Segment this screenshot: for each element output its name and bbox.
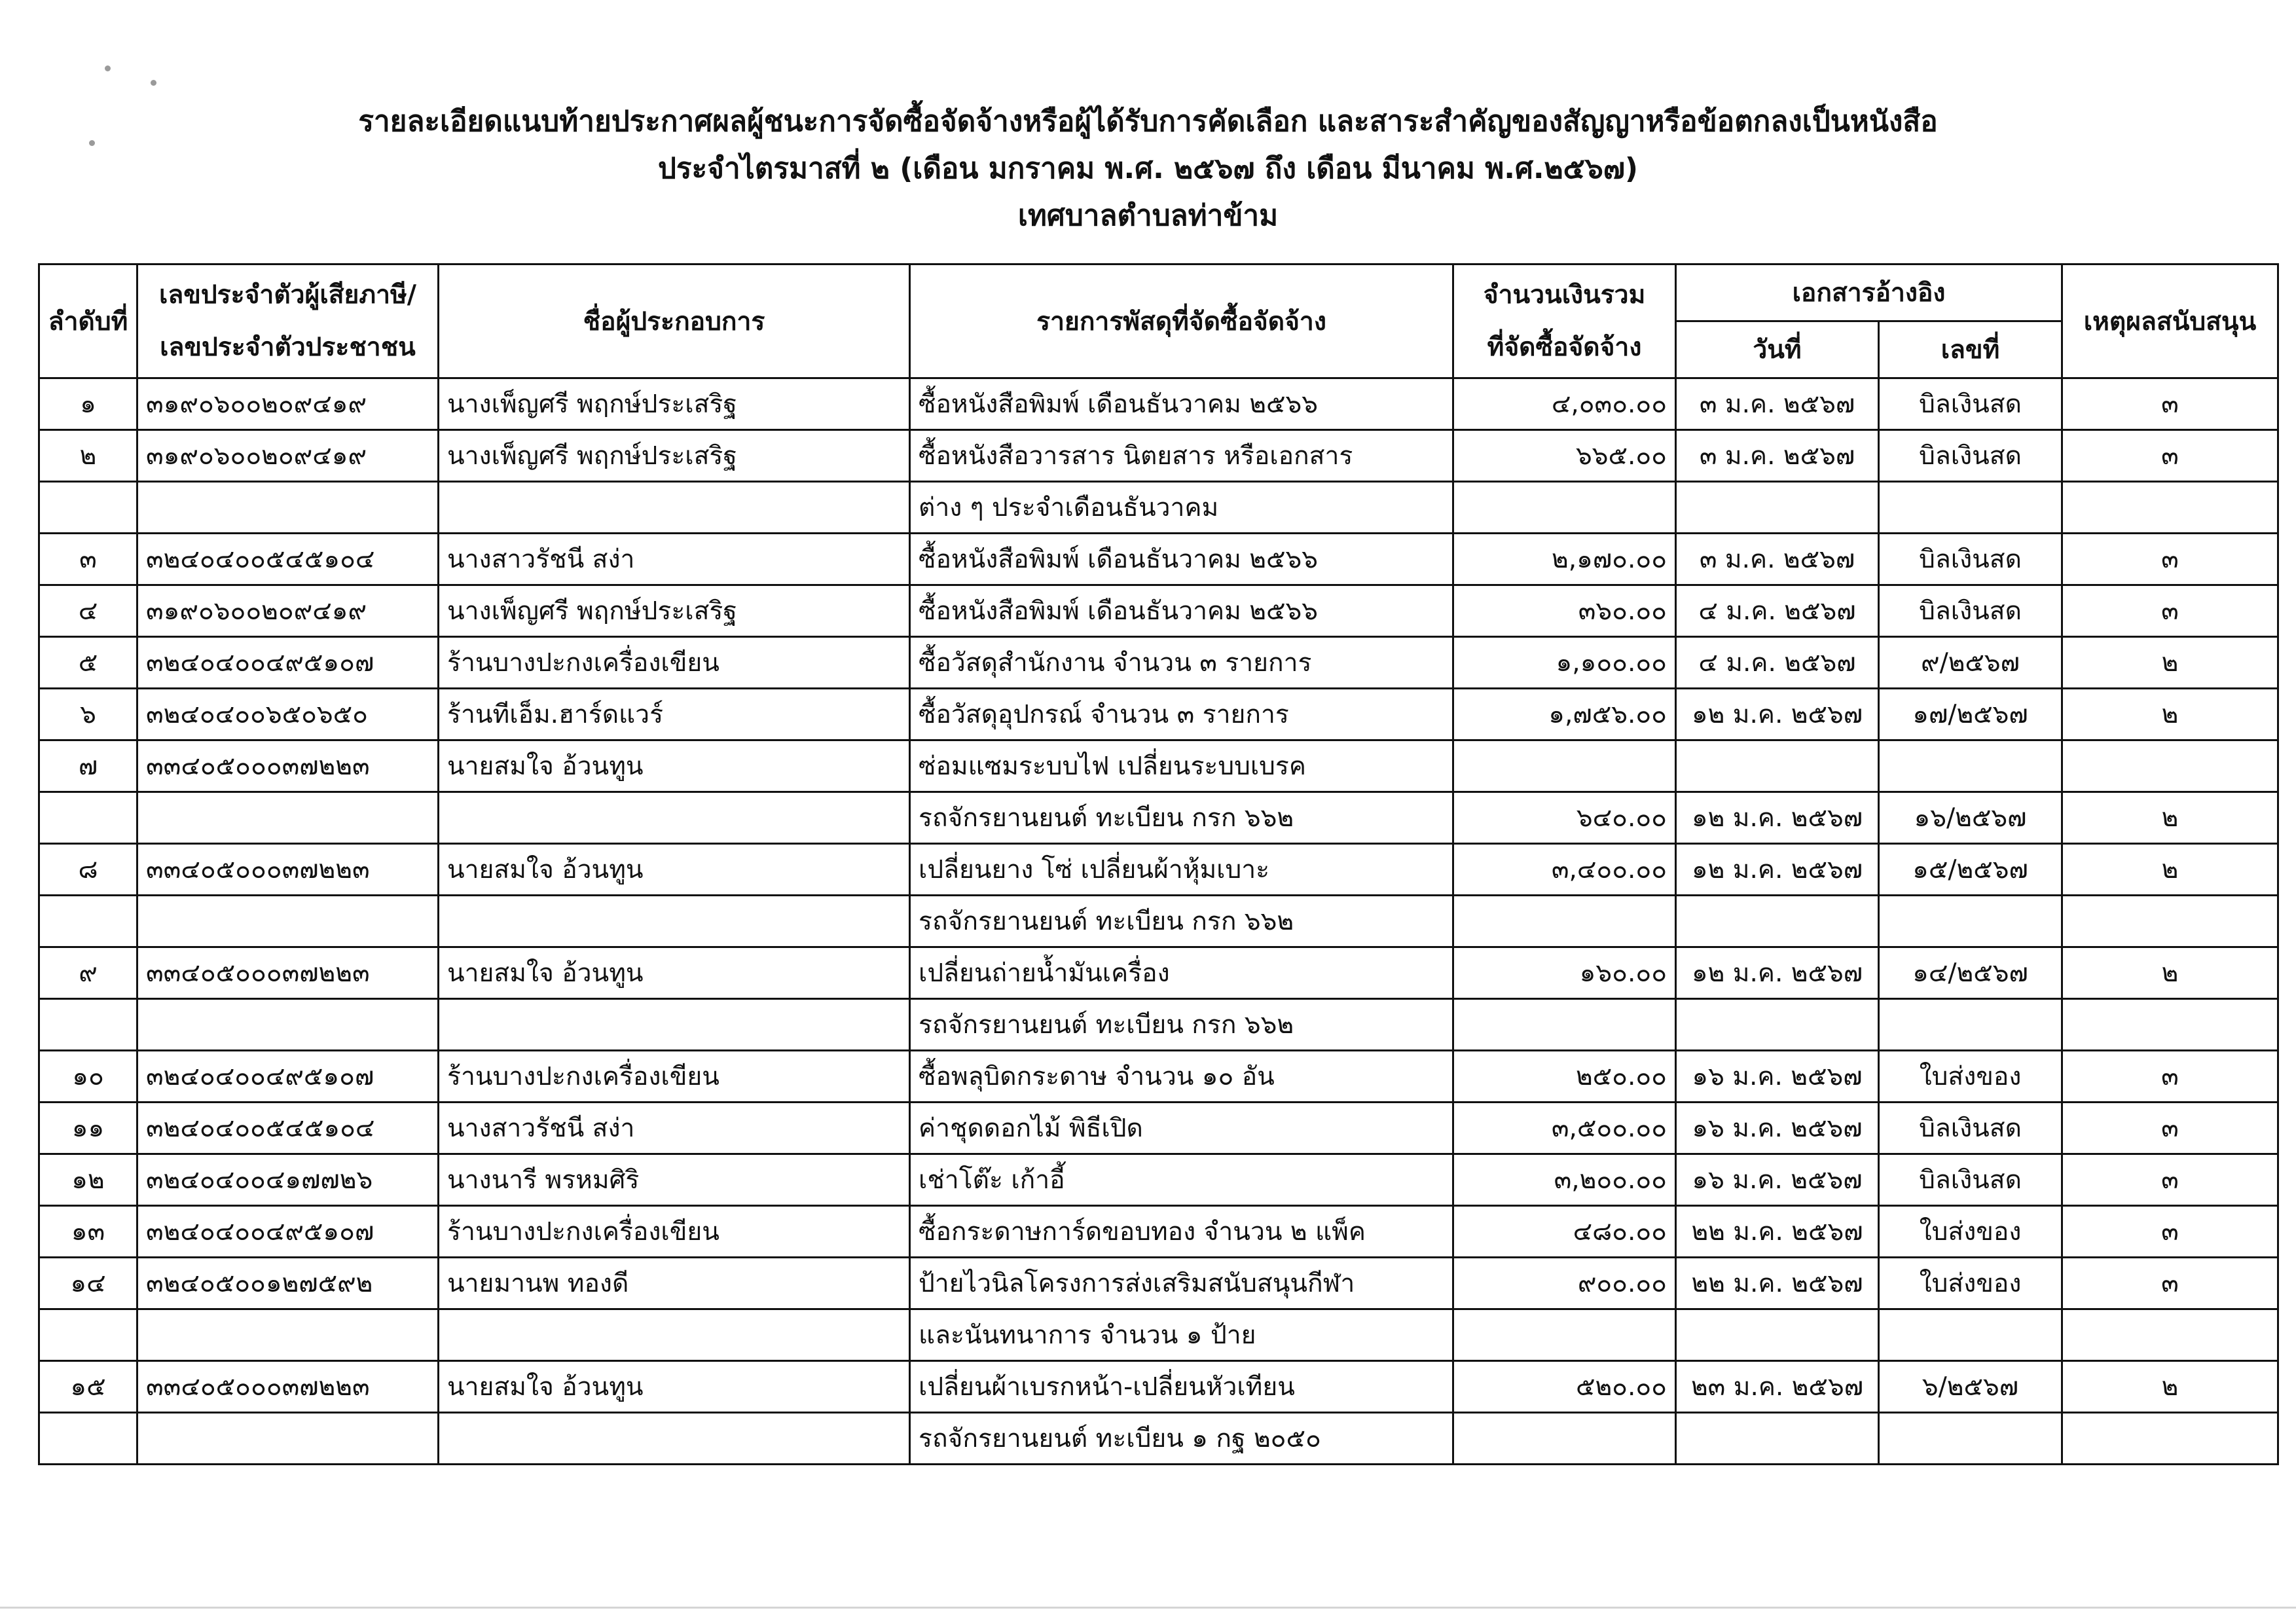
cell-vendor	[439, 1413, 910, 1465]
cell-ref-no	[1879, 1309, 2062, 1361]
cell-date	[1676, 482, 1879, 534]
cell-no: ๘	[39, 844, 137, 896]
table-row	[39, 1309, 2278, 1361]
cell-taxid: ๓๒๔๐๔๐๐๕๔๕๑๐๔	[137, 534, 439, 585]
cell-date: ๒๓ ม.ค. ๒๕๖๗	[1676, 1361, 1879, 1413]
cell-item: เปลี่ยนยาง โซ่ เปลี่ยนผ้าหุ้มเบาะ	[910, 844, 1453, 896]
table-row	[39, 999, 2278, 1051]
cell-amount: ๒,๑๗๐.๐๐	[1453, 534, 1676, 585]
cell-date: ๑๖ ม.ค. ๒๕๖๗	[1676, 1154, 1879, 1206]
cell-item: และนันทนาการ จำนวน ๑ ป้าย	[910, 1309, 1453, 1361]
document-title: รายละเอียดแนบท้ายประกาศผลผู้ชนะการจัดซื้อจัดจ้างหรือผู้ได้รับการคัดเลือก และสาระสำคัญของสัญญาหรือข้อตกลงเป็นหนังสือ	[358, 105, 1938, 138]
cell-date: ๑๒ ม.ค. ๒๕๖๗	[1676, 689, 1879, 740]
cell-taxid	[137, 999, 439, 1051]
cell-date: ๑๒ ม.ค. ๒๕๖๗	[1676, 792, 1879, 844]
cell-date	[1676, 1413, 1879, 1465]
table-row	[39, 1258, 2278, 1309]
table-row	[39, 1051, 2278, 1103]
cell-amount: ๑,๑๐๐.๐๐	[1453, 637, 1676, 689]
cell-date: ๔ ม.ค. ๒๕๖๗	[1676, 637, 1879, 689]
cell-reason: ๒	[2062, 792, 2278, 844]
cell-reason: ๓	[2062, 585, 2278, 637]
header-amount-line1: จำนวนเงินรวม	[1483, 280, 1646, 310]
cell-reason: ๒	[2062, 689, 2278, 740]
cell-no: ๔	[39, 585, 137, 637]
cell-amount	[1453, 740, 1676, 792]
cell-vendor: ร้านบางปะกงเครื่องเขียน	[439, 1051, 910, 1103]
cell-taxid: ๓๒๔๐๔๐๐๖๕๐๖๕๐	[137, 689, 439, 740]
cell-reason: ๒	[2062, 637, 2278, 689]
cell-item: ซื้อวัสดุอุปกรณ์ จำนวน ๓ รายการ	[910, 689, 1453, 740]
cell-no: ๗	[39, 740, 137, 792]
table-row	[39, 844, 2278, 896]
cell-taxid: ๓๓๔๐๕๐๐๐๓๗๒๒๓	[137, 1361, 439, 1413]
cell-no	[39, 482, 137, 534]
header-amount-line2: ที่จัดซื้อจัดจ้าง	[1487, 332, 1642, 362]
cell-item: ซ่อมแซมระบบไฟ เปลี่ยนระบบเบรค	[910, 740, 1453, 792]
cell-amount: ๓๖๐.๐๐	[1453, 585, 1676, 637]
table-row	[39, 689, 2278, 740]
cell-no	[39, 1413, 137, 1465]
cell-ref-no: ใบส่งของ	[1879, 1258, 2062, 1309]
cell-amount: ๔,๐๓๐.๐๐	[1453, 378, 1676, 430]
cell-vendor	[439, 896, 910, 947]
table-row	[39, 1206, 2278, 1258]
cell-vendor	[439, 792, 910, 844]
cell-ref-no: บิลเงินสด	[1879, 1103, 2062, 1154]
cell-ref-no: บิลเงินสด	[1879, 585, 2062, 637]
header-no: ลำดับที่	[39, 264, 137, 378]
scan-speck	[105, 65, 111, 71]
cell-item: ต่าง ๆ ประจำเดือนธันวาคม	[910, 482, 1453, 534]
cell-no: ๕	[39, 637, 137, 689]
header-item: รายการพัสดุที่จัดซื้อจัดจ้าง	[910, 264, 1453, 378]
cell-reason: ๒	[2062, 844, 2278, 896]
table-row	[39, 1413, 2278, 1465]
cell-amount: ๖๖๕.๐๐	[1453, 430, 1676, 482]
cell-ref-no: ๑๕/๒๕๖๗	[1879, 844, 2062, 896]
cell-date: ๓ ม.ค. ๒๕๖๗	[1676, 430, 1879, 482]
cell-item: ค่าชุดดอกไม้ พิธีเปิด	[910, 1103, 1453, 1154]
table-row	[39, 585, 2278, 637]
cell-amount: ๕๒๐.๐๐	[1453, 1361, 1676, 1413]
cell-vendor: นายสมใจ อ้วนทูน	[439, 1361, 910, 1413]
cell-no: ๑	[39, 378, 137, 430]
table-row	[39, 534, 2278, 585]
cell-reason: ๓	[2062, 1103, 2278, 1154]
cell-vendor	[439, 1309, 910, 1361]
cell-taxid: ๓๒๔๐๔๐๐๔๙๕๑๐๗	[137, 1051, 439, 1103]
header-vendor: ชื่อผู้ประกอบการ	[439, 264, 910, 378]
cell-item: ซื้อพลุบิดกระดาษ จำนวน ๑๐ อัน	[910, 1051, 1453, 1103]
cell-item: ซื้อวัสดุสำนักงาน จำนวน ๓ รายการ	[910, 637, 1453, 689]
cell-taxid: ๓๒๔๐๔๐๐๔๙๕๑๐๗	[137, 1206, 439, 1258]
cell-taxid: ๓๑๙๐๖๐๐๒๐๙๔๑๙	[137, 585, 439, 637]
header-reason: เหตุผลสนับสนุน	[2062, 264, 2278, 378]
procurement-table	[38, 263, 2279, 1465]
cell-no: ๖	[39, 689, 137, 740]
table-row	[39, 378, 2278, 430]
cell-reason	[2062, 1413, 2278, 1465]
cell-item: ซื้อหนังสือพิมพ์ เดือนธันวาคม ๒๕๖๖	[910, 585, 1453, 637]
cell-vendor	[439, 482, 910, 534]
cell-vendor: นายมานพ ทองดี	[439, 1258, 910, 1309]
cell-date	[1676, 1309, 1879, 1361]
cell-vendor: นางนารี พรหมศิริ	[439, 1154, 910, 1206]
cell-item: ซื้อหนังสือพิมพ์ เดือนธันวาคม ๒๕๖๖	[910, 378, 1453, 430]
cell-date: ๑๖ ม.ค. ๒๕๖๗	[1676, 1103, 1879, 1154]
cell-item: เปลี่ยนผ้าเบรกหน้า-เปลี่ยนหัวเทียน	[910, 1361, 1453, 1413]
cell-reason: ๓	[2062, 378, 2278, 430]
cell-vendor	[439, 999, 910, 1051]
cell-reason: ๓	[2062, 1258, 2278, 1309]
cell-vendor: ร้านบางปะกงเครื่องเขียน	[439, 637, 910, 689]
cell-taxid: ๓๑๙๐๖๐๐๒๐๙๔๑๙	[137, 378, 439, 430]
cell-date: ๒๒ ม.ค. ๒๕๖๗	[1676, 1258, 1879, 1309]
cell-no	[39, 896, 137, 947]
cell-taxid: ๓๓๔๐๕๐๐๐๓๗๒๒๓	[137, 947, 439, 999]
cell-taxid	[137, 792, 439, 844]
cell-date	[1676, 740, 1879, 792]
cell-date	[1676, 896, 1879, 947]
table-row	[39, 1103, 2278, 1154]
cell-taxid	[137, 1413, 439, 1465]
header-taxid	[137, 264, 439, 378]
cell-reason	[2062, 1309, 2278, 1361]
cell-reason	[2062, 999, 2278, 1051]
cell-ref-no: ใบส่งของ	[1879, 1206, 2062, 1258]
cell-amount: ๔๘๐.๐๐	[1453, 1206, 1676, 1258]
cell-amount	[1453, 1309, 1676, 1361]
cell-amount: ๒๕๐.๐๐	[1453, 1051, 1676, 1103]
cell-no: ๑๐	[39, 1051, 137, 1103]
cell-ref-no: ใบส่งของ	[1879, 1051, 2062, 1103]
cell-reason: ๓	[2062, 1051, 2278, 1103]
table-body	[39, 378, 2278, 1465]
cell-amount: ๖๔๐.๐๐	[1453, 792, 1676, 844]
cell-reason: ๒	[2062, 947, 2278, 999]
cell-no: ๑๔	[39, 1258, 137, 1309]
cell-taxid: ๓๒๔๐๕๐๐๑๒๗๕๙๒	[137, 1258, 439, 1309]
cell-taxid: ๓๑๙๐๖๐๐๒๐๙๔๑๙	[137, 430, 439, 482]
table-row	[39, 1154, 2278, 1206]
cell-taxid: ๓๓๔๐๕๐๐๐๓๗๒๒๓	[137, 844, 439, 896]
cell-no	[39, 1309, 137, 1361]
cell-item: รถจักรยานยนต์ ทะเบียน ๑ กฐ ๒๐๕๐	[910, 1413, 1453, 1465]
table-row	[39, 792, 2278, 844]
cell-vendor: ร้านทีเอ็ม.ฮาร์ดแวร์	[439, 689, 910, 740]
cell-taxid	[137, 482, 439, 534]
cell-vendor: นายสมใจ อ้วนทูน	[439, 740, 910, 792]
cell-taxid	[137, 1309, 439, 1361]
cell-no: ๑๓	[39, 1206, 137, 1258]
cell-item: เปลี่ยนถ่ายน้ำมันเครื่อง	[910, 947, 1453, 999]
cell-date	[1676, 999, 1879, 1051]
scan-speck	[151, 80, 156, 86]
cell-no: ๙	[39, 947, 137, 999]
table-row	[39, 482, 2278, 534]
cell-ref-no: ๙/๒๕๖๗	[1879, 637, 2062, 689]
cell-vendor: นายสมใจ อ้วนทูน	[439, 844, 910, 896]
cell-reason	[2062, 482, 2278, 534]
cell-amount	[1453, 896, 1676, 947]
table-row	[39, 740, 2278, 792]
header-ref: เอกสารอ้างอิง	[1676, 264, 2062, 321]
cell-item: ซื้อหนังสือพิมพ์ เดือนธันวาคม ๒๕๖๖	[910, 534, 1453, 585]
cell-amount: ๓,๔๐๐.๐๐	[1453, 844, 1676, 896]
cell-no: ๑๑	[39, 1103, 137, 1154]
cell-taxid: ๓๒๔๐๔๐๐๔๑๗๗๒๖	[137, 1154, 439, 1206]
cell-no: ๑๕	[39, 1361, 137, 1413]
cell-reason	[2062, 896, 2278, 947]
cell-item: เช่าโต๊ะ เก้าอี้	[910, 1154, 1453, 1206]
cell-ref-no: ๑๔/๒๕๖๗	[1879, 947, 2062, 999]
cell-amount	[1453, 1413, 1676, 1465]
cell-ref-no	[1879, 740, 2062, 792]
cell-vendor: ร้านบางปะกงเครื่องเขียน	[439, 1206, 910, 1258]
cell-reason: ๓	[2062, 534, 2278, 585]
cell-vendor: นางสาวรัชนี สง่า	[439, 534, 910, 585]
cell-ref-no: บิลเงินสด	[1879, 534, 2062, 585]
cell-reason: ๓	[2062, 430, 2278, 482]
table-row	[39, 430, 2278, 482]
document-period: ประจำไตรมาสที่ ๒ (เดือน มกราคม พ.ศ. ๒๕๖๗ ถึง เดือน มีนาคม พ.ศ.๒๕๖๗)	[657, 152, 1639, 185]
cell-ref-no	[1879, 1413, 2062, 1465]
cell-amount	[1453, 482, 1676, 534]
cell-ref-no: บิลเงินสด	[1879, 1154, 2062, 1206]
cell-no: ๑๒	[39, 1154, 137, 1206]
cell-reason: ๓	[2062, 1154, 2278, 1206]
table-row	[39, 896, 2278, 947]
cell-ref-no: ๑๗/๒๕๖๗	[1879, 689, 2062, 740]
cell-ref-no: ๖/๒๕๖๗	[1879, 1361, 2062, 1413]
table-row	[39, 637, 2278, 689]
cell-no	[39, 999, 137, 1051]
cell-date: ๑๒ ม.ค. ๒๕๖๗	[1676, 947, 1879, 999]
cell-item: รถจักรยานยนต์ ทะเบียน กรก ๖๖๒	[910, 792, 1453, 844]
table-row	[39, 947, 2278, 999]
header-taxid-line1: เลขประจำตัวผู้เสียภาษี/	[159, 280, 416, 310]
cell-no: ๓	[39, 534, 137, 585]
cell-taxid: ๓๒๔๐๔๐๐๔๙๕๑๐๗	[137, 637, 439, 689]
cell-vendor: นางเพ็ญศรี พฤกษ์ประเสริฐ	[439, 378, 910, 430]
cell-item: ป้ายไวนิลโครงการส่งเสริมสนับสนุนกีฬา	[910, 1258, 1453, 1309]
cell-item: รถจักรยานยนต์ ทะเบียน กรก ๖๖๒	[910, 999, 1453, 1051]
cell-reason: ๓	[2062, 1206, 2278, 1258]
cell-vendor: นางเพ็ญศรี พฤกษ์ประเสริฐ	[439, 585, 910, 637]
cell-amount: ๓,๒๐๐.๐๐	[1453, 1154, 1676, 1206]
scan-edge	[0, 1607, 2296, 1609]
cell-no	[39, 792, 137, 844]
cell-amount	[1453, 999, 1676, 1051]
cell-amount: ๑๖๐.๐๐	[1453, 947, 1676, 999]
table-row	[39, 1361, 2278, 1413]
header-ref-date: วันที่	[1676, 321, 1879, 378]
cell-item: รถจักรยานยนต์ ทะเบียน กรก ๖๖๒	[910, 896, 1453, 947]
cell-reason: ๒	[2062, 1361, 2278, 1413]
cell-vendor: นางสาวรัชนี สง่า	[439, 1103, 910, 1154]
cell-no: ๒	[39, 430, 137, 482]
cell-vendor: นางเพ็ญศรี พฤกษ์ประเสริฐ	[439, 430, 910, 482]
header-ref-no: เลขที่	[1879, 321, 2062, 378]
cell-date: ๑๖ ม.ค. ๒๕๖๗	[1676, 1051, 1879, 1103]
cell-ref-no	[1879, 482, 2062, 534]
cell-amount: ๙๐๐.๐๐	[1453, 1258, 1676, 1309]
cell-taxid: ๓๒๔๐๔๐๐๕๔๕๑๐๔	[137, 1103, 439, 1154]
document-header	[0, 98, 2296, 240]
cell-amount: ๓,๕๐๐.๐๐	[1453, 1103, 1676, 1154]
cell-reason	[2062, 740, 2278, 792]
cell-item: ซื้อกระดาษการ์ดขอบทอง จำนวน ๒ แพ็ค	[910, 1206, 1453, 1258]
cell-ref-no: บิลเงินสด	[1879, 430, 2062, 482]
cell-date: ๓ ม.ค. ๒๕๖๗	[1676, 534, 1879, 585]
cell-date: ๒๒ ม.ค. ๒๕๖๗	[1676, 1206, 1879, 1258]
organization-name: เทศบาลตำบลท่าข้าม	[1017, 199, 1279, 232]
cell-taxid: ๓๓๔๐๕๐๐๐๓๗๒๒๓	[137, 740, 439, 792]
cell-date: ๓ ม.ค. ๒๕๖๗	[1676, 378, 1879, 430]
cell-ref-no: ๑๖/๒๕๖๗	[1879, 792, 2062, 844]
header-amount	[1453, 264, 1676, 378]
cell-ref-no: บิลเงินสด	[1879, 378, 2062, 430]
cell-date: ๑๒ ม.ค. ๒๕๖๗	[1676, 844, 1879, 896]
cell-ref-no	[1879, 896, 2062, 947]
cell-amount: ๑,๗๕๖.๐๐	[1453, 689, 1676, 740]
cell-vendor: นายสมใจ อ้วนทูน	[439, 947, 910, 999]
cell-ref-no	[1879, 999, 2062, 1051]
cell-item: ซื้อหนังสือวารสาร นิตยสาร หรือเอกสาร	[910, 430, 1453, 482]
cell-taxid	[137, 896, 439, 947]
cell-date: ๔ ม.ค. ๒๕๖๗	[1676, 585, 1879, 637]
header-taxid-line2: เลขประจำตัวประชาชน	[160, 332, 416, 362]
